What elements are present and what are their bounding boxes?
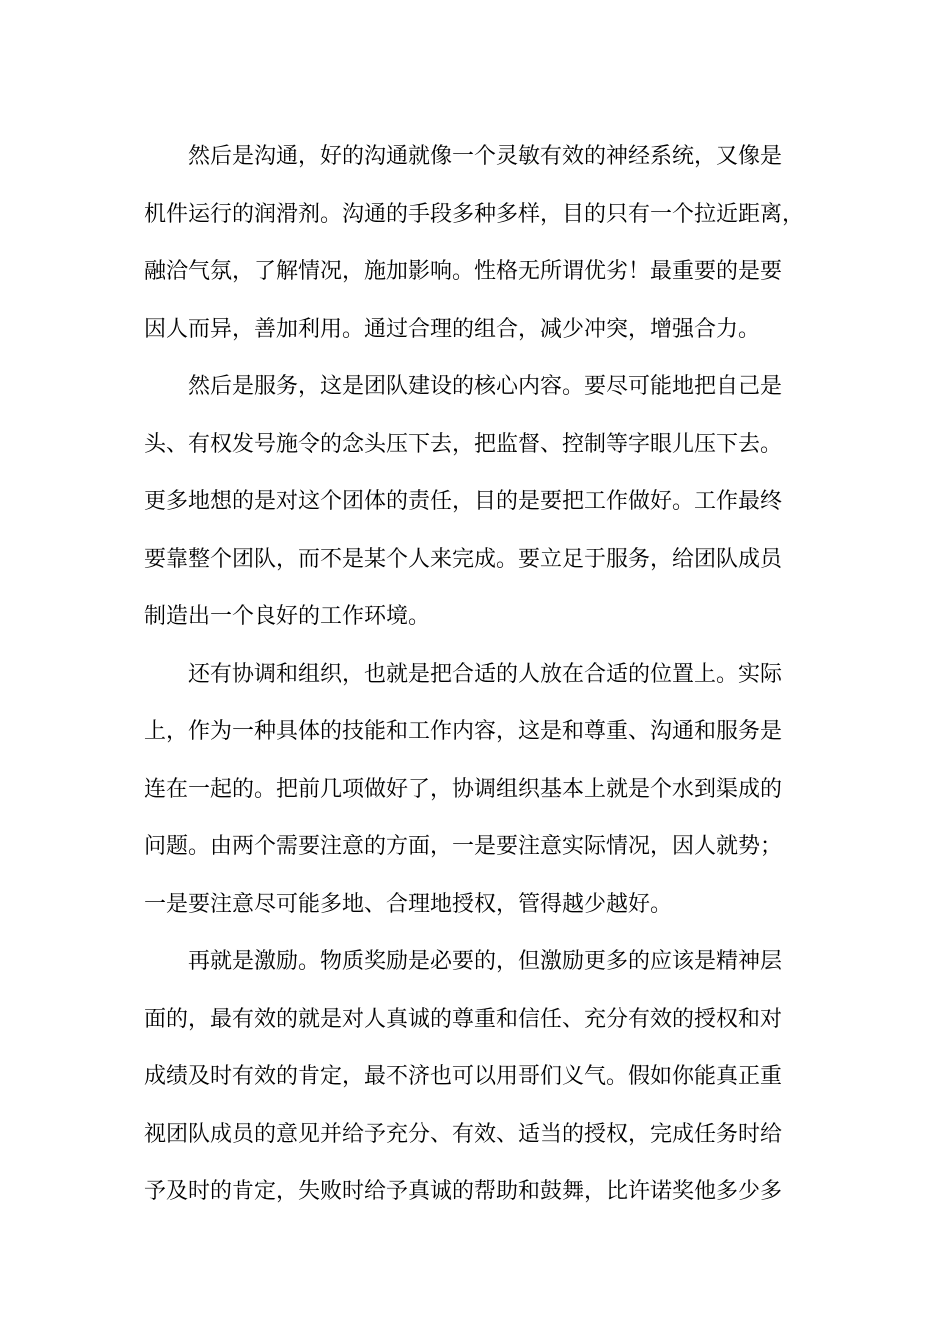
body-text <box>144 128 824 1221</box>
paragraph-line: 成绩及时有效的肯定，最不济也可以用哥们义气。假如你能真正重 <box>144 1064 783 1089</box>
paragraph-line: 因人而异，善加利用。通过合理的组合，减少冲突，增强合力。 <box>144 316 761 342</box>
paragraph-line: 一是要注意尽可能多地、合理地授权，管得越少越好。 <box>144 891 673 917</box>
paragraph-line: 然后是沟通，好的沟通就像一个灵敏有效的神经系统，又像是 <box>188 144 783 169</box>
paragraph-line: 制造出一个良好的工作环境。 <box>144 604 431 629</box>
paragraph-line: 问题。由两个需要注意的方面，一是要注意实际情况，因人就势； <box>144 834 783 859</box>
paragraph-line: 融洽气氛，了解情况，施加影响。性格无所谓优劣！最重要的是要 <box>144 259 783 284</box>
paragraph-line: 视团队成员的意见并给予充分、有效、适当的授权，完成任务时给 <box>144 1121 783 1147</box>
paragraph-line: 面的，最有效的就是对人真诚的尊重和信任、充分有效的授权和对 <box>144 1006 783 1032</box>
paragraph-line: 机件运行的润滑剂。沟通的手段多种多样，目的只有一个拉近距离， <box>144 201 805 227</box>
paragraph-line: 连在一起的。把前几项做好了，协调组织基本上就是个水到渠成的 <box>144 776 783 802</box>
paragraph-line: 头、有权发号施令的念头压下去，把监督、控制等字眼儿压下去。 <box>144 431 783 457</box>
paragraph-line: 要靠整个团队，而不是某个人来完成。要立足于服务，给团队成员 <box>144 546 783 572</box>
paragraph-line: 然后是服务，这是团队建设的核心内容。要尽可能地把自己是 <box>188 374 783 399</box>
paragraph-line: 上，作为一种具体的技能和工作内容，这是和尊重、沟通和服务是 <box>144 719 783 744</box>
paragraph-line: 予及时的肯定，失败时给予真诚的帮助和鼓舞，比许诺奖他多少多 <box>144 1179 783 1204</box>
paragraph-line: 还有协调和组织，也就是把合适的人放在合适的位置上。实际 <box>188 661 783 687</box>
paragraph-line: 再就是激励。物质奖励是必要的，但激励更多的应该是精神层 <box>188 949 783 974</box>
paragraph-line: 更多地想的是对这个团体的责任，目的是要把工作做好。工作最终 <box>144 489 783 514</box>
